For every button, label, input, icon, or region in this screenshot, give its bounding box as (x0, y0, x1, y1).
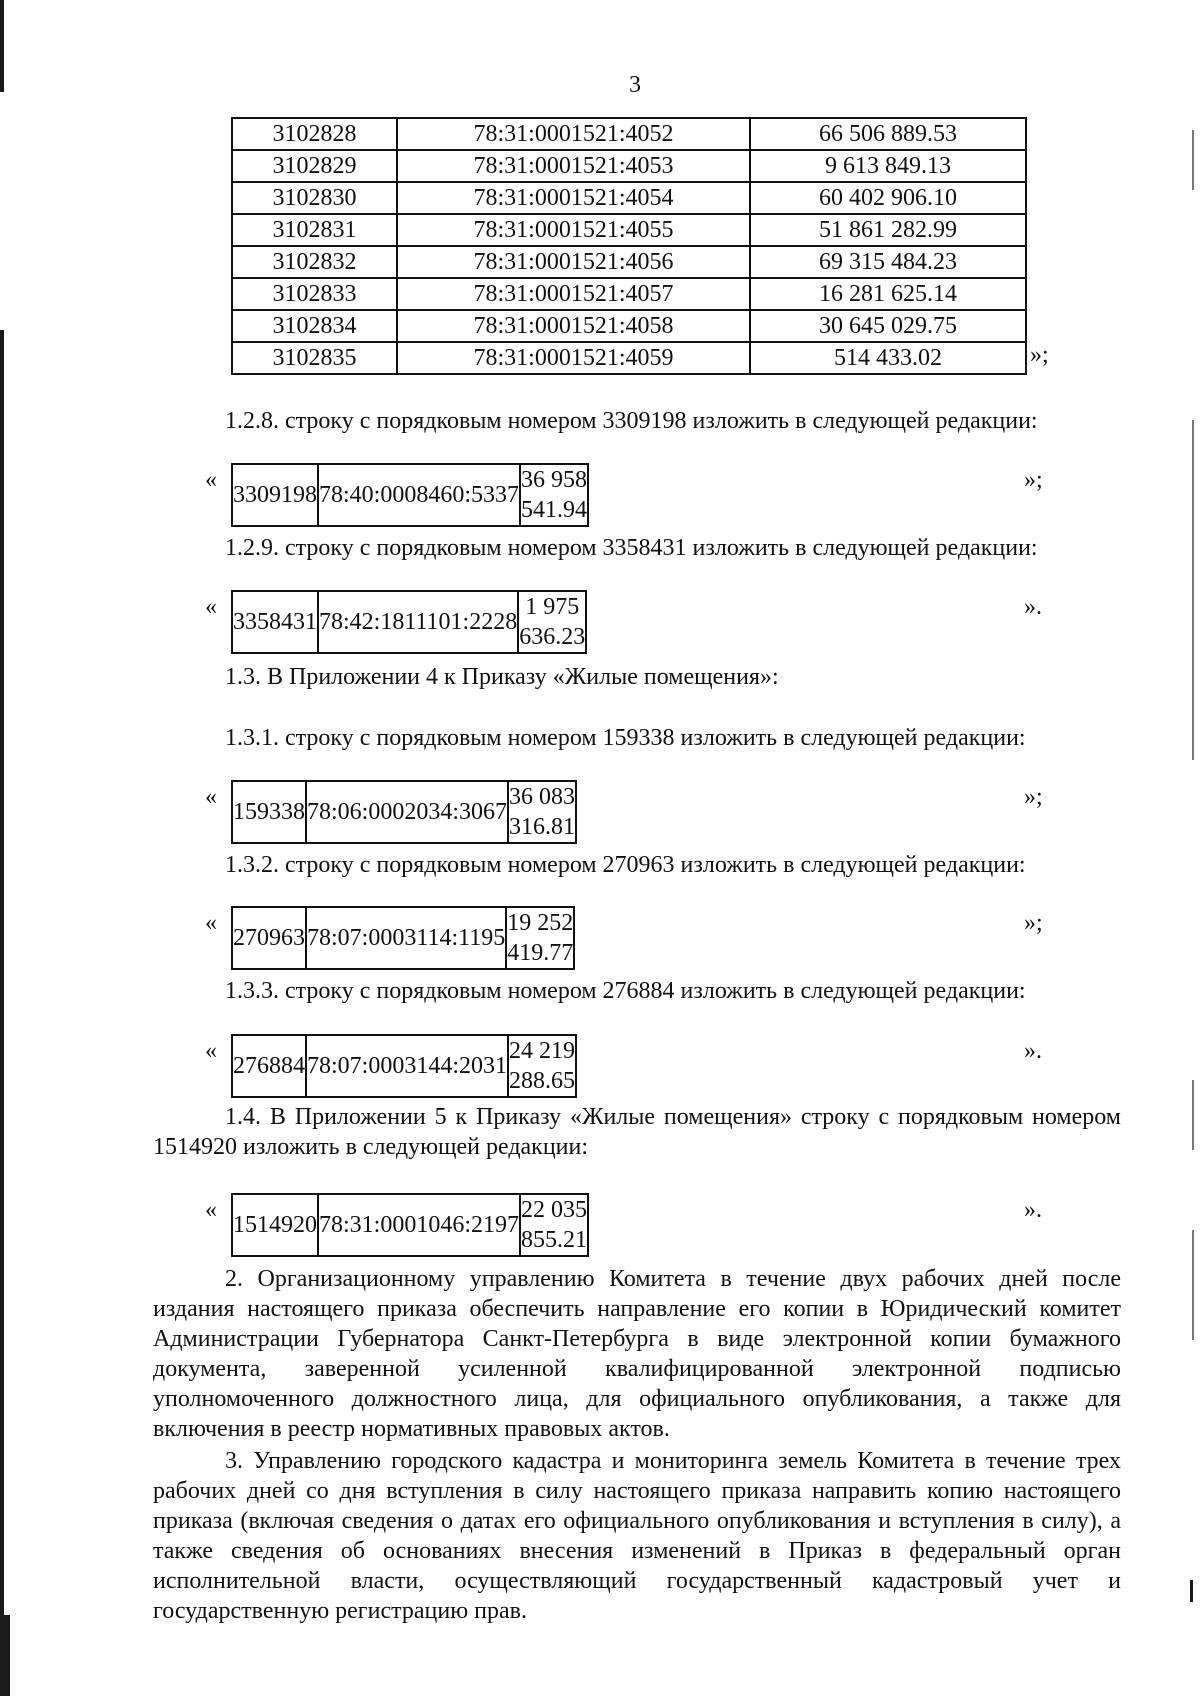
cadastral-number-cell: 78:31:0001521:4052 (397, 118, 750, 150)
table-row (232, 150, 1026, 182)
table-row (232, 907, 574, 969)
scan-edge-right (1192, 1230, 1194, 1340)
table-row (232, 278, 1026, 310)
scan-edge-right (1190, 1580, 1193, 1602)
table-row (232, 464, 588, 526)
cadastral-value-cell: 22 035 855.21 (520, 1194, 588, 1256)
scan-edge-left (0, 330, 4, 1696)
cadastral-number-cell: 78:31:0001046:2197 (318, 1194, 520, 1256)
row-number-cell: 3102835 (232, 342, 397, 374)
replacement-table (231, 463, 589, 527)
row-number-cell: 3102831 (232, 214, 397, 246)
scan-edge-bottom-left (2, 1615, 10, 1696)
cadastral-number-cell: 78:31:0001521:4057 (397, 278, 750, 310)
cadastral-number-cell: 78:31:0001521:4054 (397, 182, 750, 214)
cadastral-value-cell: 69 315 484.23 (750, 246, 1026, 278)
row-number-cell: 1514920 (232, 1194, 318, 1256)
replacement-table (231, 906, 575, 970)
cadastral-number-cell: 78:07:0003144:2031 (306, 1035, 508, 1097)
table-row (232, 118, 1026, 150)
row-number-cell: 3102830 (232, 182, 397, 214)
cadastral-value-cell: 36 083 316.81 (508, 781, 576, 843)
cadastral-number-cell: 78:42:1811101:2228 (318, 591, 518, 653)
row-number-cell: 159338 (232, 781, 306, 843)
item-1-4: 1.4. В Приложении 5 к Приказу «Жилые помещения» строку с порядковым номером 1514920 изложить в следующей редакции: (153, 1104, 1121, 1160)
cadastral-value-cell: 60 402 906.10 (750, 182, 1026, 214)
cadastral-value-cell: 51 861 282.99 (750, 214, 1026, 246)
row-number-cell: 3102833 (232, 278, 397, 310)
table-row (232, 214, 1026, 246)
row-number-cell: 3102832 (232, 246, 397, 278)
open-quote: « (205, 594, 217, 620)
cadastral-value-table (231, 117, 1027, 375)
row-number-cell: 3102834 (232, 310, 397, 342)
close-quote: ». (1024, 1197, 1042, 1223)
open-quote: « (205, 467, 217, 493)
close-quote: »; (1024, 784, 1043, 810)
item-1-2-8: 1.2.8. строку с порядковым номером 3309198 изложить в следующей редакции: (225, 408, 1038, 434)
cadastral-number-cell: 78:31:0001521:4056 (397, 246, 750, 278)
table-row (232, 1194, 588, 1256)
table-row (232, 1035, 576, 1097)
close-quote: ». (1024, 1038, 1042, 1064)
close-quote: »; (1024, 467, 1043, 493)
table-closing-quote: »; (1030, 342, 1049, 368)
close-quote: »; (1024, 910, 1043, 936)
row-number-cell: 276884 (232, 1035, 306, 1097)
row-number-cell: 3102829 (232, 150, 397, 182)
cadastral-number-cell: 78:40:0008460:5337 (318, 464, 520, 526)
scan-edge-right (1192, 130, 1194, 190)
cadastral-number-cell: 78:31:0001521:4053 (397, 150, 750, 182)
table-row (232, 182, 1026, 214)
cadastral-value-cell: 66 506 889.53 (750, 118, 1026, 150)
page-number: 3 (629, 72, 641, 98)
item-1-3-2: 1.3.2. строку с порядковым номером 270963 изложить в следующей редакции: (225, 852, 1026, 878)
cadastral-value-cell: 16 281 625.14 (750, 278, 1026, 310)
row-number-cell: 3358431 (232, 591, 318, 653)
table-row (232, 246, 1026, 278)
cadastral-number-cell: 78:07:0003114:1195 (306, 907, 506, 969)
table-row (232, 591, 586, 653)
table-row (232, 342, 1026, 374)
open-quote: « (205, 910, 217, 936)
cadastral-number-cell: 78:06:0002034:3067 (306, 781, 508, 843)
cadastral-value-cell: 19 252 419.77 (506, 907, 574, 969)
item-1-3: 1.3. В Приложении 4 к Приказу «Жилые помещения»: (225, 664, 779, 690)
close-quote: ». (1024, 594, 1042, 620)
cadastral-number-cell: 78:31:0001521:4059 (397, 342, 750, 374)
cadastral-value-cell: 514 433.02 (750, 342, 1026, 374)
replacement-table (231, 780, 577, 844)
paragraph-3: 3. Управлению городского кадастра и мониторинга земель Комитета в течение трех рабочих дней со дня вступления в силу настоящего приказа направить копию настоящего приказа (включая сведения о датах его официального опубликования и вступления в силу), а также сведения об основаниях внесения изменений в Приказ в федеральный орган исполнительной власти, осуществляющий государственный кадастровый учет и государственную регистрацию прав. (153, 1448, 1121, 1624)
cadastral-value-cell: 36 958 541.94 (520, 464, 588, 526)
open-quote: « (205, 784, 217, 810)
cadastral-number-cell: 78:31:0001521:4058 (397, 310, 750, 342)
scan-edge-right (1192, 1080, 1194, 1150)
open-quote: « (205, 1038, 217, 1064)
cadastral-value-cell: 24 219 288.65 (508, 1035, 576, 1097)
row-number-cell: 3309198 (232, 464, 318, 526)
item-1-3-1: 1.3.1. строку с порядковым номером 159338 изложить в следующей редакции: (225, 725, 1026, 751)
item-1-2-9: 1.2.9. строку с порядковым номером 3358431 изложить в следующей редакции: (225, 535, 1038, 561)
cadastral-value-cell: 9 613 849.13 (750, 150, 1026, 182)
cadastral-number-cell: 78:31:0001521:4055 (397, 214, 750, 246)
replacement-table (231, 590, 587, 654)
table-row (232, 310, 1026, 342)
scan-edge-right (1192, 420, 1194, 760)
replacement-table (231, 1193, 589, 1257)
row-number-cell: 270963 (232, 907, 306, 969)
item-1-3-3: 1.3.3. строку с порядковым номером 276884 изложить в следующей редакции: (225, 978, 1026, 1004)
table-row (232, 781, 576, 843)
paragraph-2: 2. Организационному управлению Комитета в течение двух рабочих дней после издания настоящего приказа обеспечить направление его копии в Юридический комитет Администрации Губернатора Санкт-Петербурга в виде электронной копии бумажного документа, заверенной усиленной квалифицированной электронной подписью уполномоченного должностного лица, для официального опубликования, а также для включения в реестр нормативных правовых актов. (153, 1266, 1121, 1442)
replacement-table (231, 1034, 577, 1098)
row-number-cell: 3102828 (232, 118, 397, 150)
cadastral-value-cell: 1 975 636.23 (518, 591, 586, 653)
open-quote: « (205, 1197, 217, 1223)
cadastral-value-cell: 30 645 029.75 (750, 310, 1026, 342)
